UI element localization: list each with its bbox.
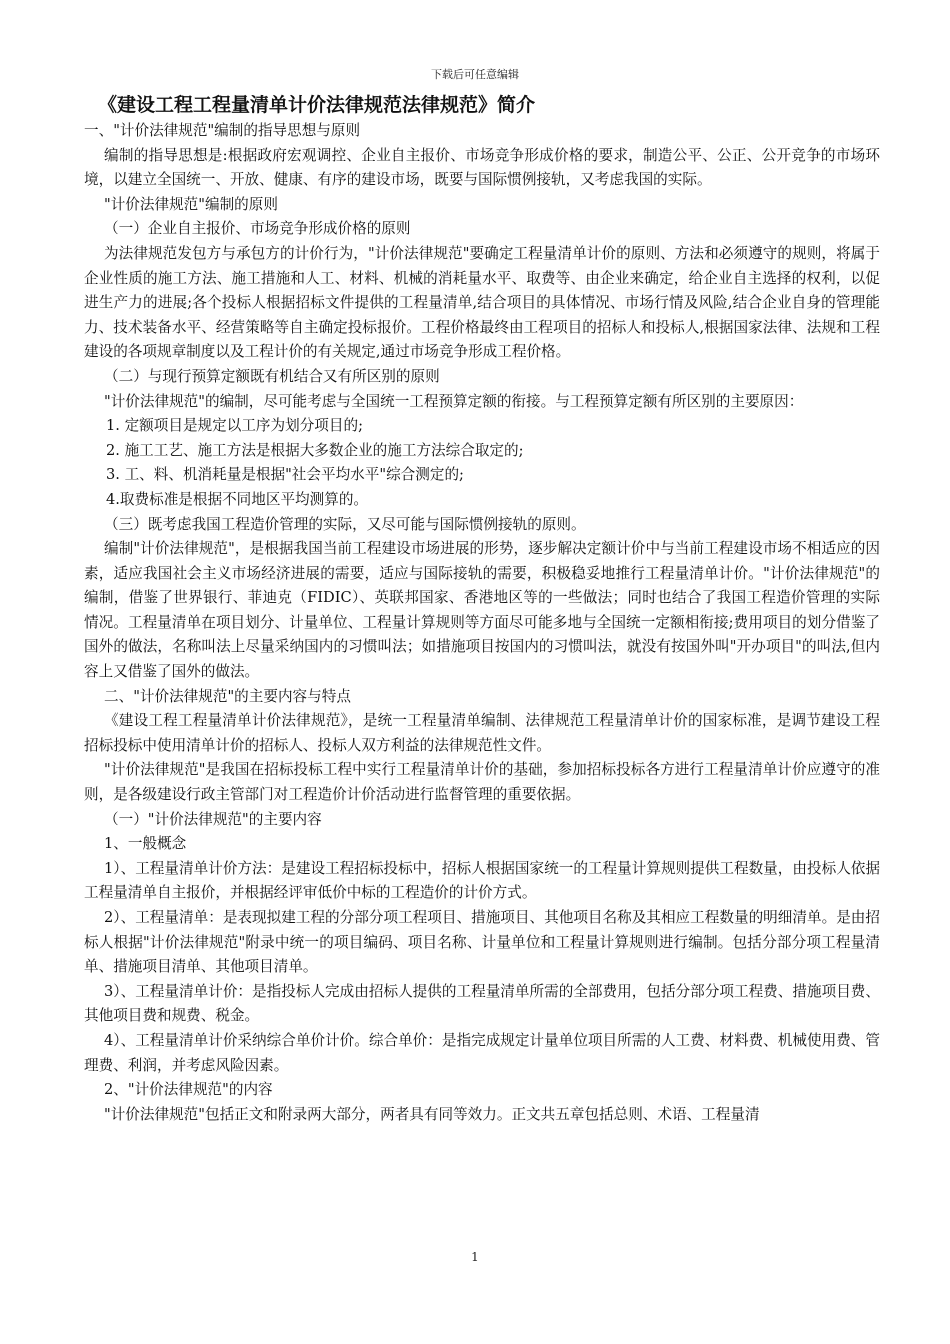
document-title: 《建设工程工程量清单计价法律规范法律规范》简介 <box>98 94 536 116</box>
subheading-main-content: （一）"计价法律规范"的主要内容 <box>104 810 322 828</box>
subheading-principles: "计价法律规范"编制的原则 <box>104 195 278 213</box>
concept-item: 4）、工程量清单计价采纳综合单价计价。综合单价：是指完成规定计量单位项目所需的人工费、材料费、机械使用费、管理费、利润，并考虑风险因素。 <box>84 1031 880 1074</box>
subheading-general-concepts: 1、一般概念 <box>104 835 187 853</box>
paragraph-guiding-idea: 编制的指导思想是:根据政府宏观调控、企业自主报价、市场竞争形成价格的要求，制造公平、公正、公开竞争的市场环境，以建立全国统一、开放、健康、有序的建设市场，既要与国际惯例接轨，又考虑我国的实际。 <box>84 146 880 189</box>
subheading-content: 2、"计价法律规范"的内容 <box>104 1081 273 1099</box>
subheading-principle-3: （三）既考虑我国工程造价管理的实际，又尽可能与国际惯例接轨的原则。 <box>104 515 586 533</box>
concept-item: 2）、工程量清单：是表现拟建工程的分部分项工程项目、措施项目、其他项目名称及其相应工程数量的明细清单。是由招标人根据"计价法律规范"附录中统一的项目编码、项目名称、计量单位和工程量计算规则进行编制。包括分部分项工程量清单、措施项目清单、其他项目清单。 <box>84 909 880 976</box>
concept-item: 1）、工程量清单计价方法：是建设工程招标投标中，招标人根据国家统一的工程量计算规则提供工程数量，由投标人依据工程量清单自主报价，并根据经评审低价中标的工程造价的计价方式。 <box>84 859 880 902</box>
list-item: 2. 施工工艺、施工方法是根据大多数企业的施工方法综合取定的; <box>106 441 524 459</box>
subheading-principle-1: （一）企业自主报价、市场竞争形成价格的原则 <box>104 220 411 238</box>
paragraph-basis: "计价法律规范"是我国在招标投标工程中实行工程量清单计价的基础，参加招标投标各方进行工程量清单计价应遵守的准则，是各级建设行政主管部门对工程造价计价活动进行监督管理的重要依据。 <box>84 761 880 804</box>
page-number: 1 <box>471 1250 479 1264</box>
list-item: 4.取费标准是根据不同地区平均测算的。 <box>106 490 369 508</box>
paragraph-standard: 《建设工程工程量清单计价法律规范》，是统一工程量清单编制、法律规范工程量清单计价的国家标准，是调节建设工程招标投标中使用清单计价的招标人、投标人双方利益的法律规范性文件。 <box>84 712 880 754</box>
header-note: 下载后可任意编辑 <box>431 68 519 81</box>
paragraph-content: "计价法律规范"包括正文和附录两大部分，两者具有同等效力。正文共五章包括总则、术语、工程量清 <box>104 1105 760 1123</box>
section-heading-2: 二、"计价法律规范"的主要内容与特点 <box>104 687 351 705</box>
subheading-principle-2: （二）与现行预算定额既有机结合又有所区别的原则 <box>104 367 440 385</box>
list-item: 1. 定额项目是规定以工序为划分项目的; <box>106 417 363 435</box>
document-body <box>84 92 880 1127</box>
paragraph-principle-1: 为法律规范发包方与承包方的计价行为，"计价法律规范"要确定工程量清单计价的原则、方法和必须遵守的规则，将属于企业性质的施工方法、施工措施和人工、材料、机械的消耗量水平、取费等、由企业来确定，给企业自主选择的权利，以促进生产力的进展;各个投标人根据招标文件提供的工程量清单,结合项目的具体情况、市场行情及风险,结合企业自身的管理能力、技术装备水平、经营策略等自主确定投标报价。工程价格最终由工程项目的招标人和投标人,根据国家法律、法规和工程建设的各项规章制度以及工程计价的有关规定,通过市场竞争形成工程价格。 <box>84 244 880 361</box>
section-heading-1: 一、"计价法律规范"编制的指导思想与原则 <box>84 122 361 139</box>
concept-item: 3）、工程量清单计价：是指投标人完成由招标人提供的工程量清单所需的全部费用，包括分部分项工程费、措施项目费、其他项目费和规费、税金。 <box>84 982 880 1025</box>
paragraph-principle-2: "计价法律规范"的编制，尽可能考虑与全国统一工程预算定额的衔接。与工程预算定额有所区别的主要原因： <box>104 392 804 410</box>
list-item: 3. 工、料、机消耗量是根据"社会平均水平"综合测定的; <box>106 466 464 484</box>
paragraph-principle-3: 编制"计价法律规范"，是根据我国当前工程建设市场进展的形势，逐步解决定额计价中与当前工程建设市场不相适应的因素，适应我国社会主义市场经济进展的需要，适应与国际接轨的需要，积极稳妥地推行工程量清单计价。"计价法律规范"的编制，借鉴了世界银行、菲迪克（FIDIC）、英联邦国家、香港地区等的一些做法；同时也结合了我国工程造价管理的实际情况。工程量清单在项目划分、计量单位、工程量计算规则等方面尽可能多地与全国统一定额相衔接;费用项目的划分借鉴了国外的做法，名称叫法上尽量采纳国内的习惯叫法；如措施项目按国内的习惯叫法，就没有按国外叫"开办项目"的叫法,但内容上又借鉴了国外的做法。 <box>84 540 880 681</box>
